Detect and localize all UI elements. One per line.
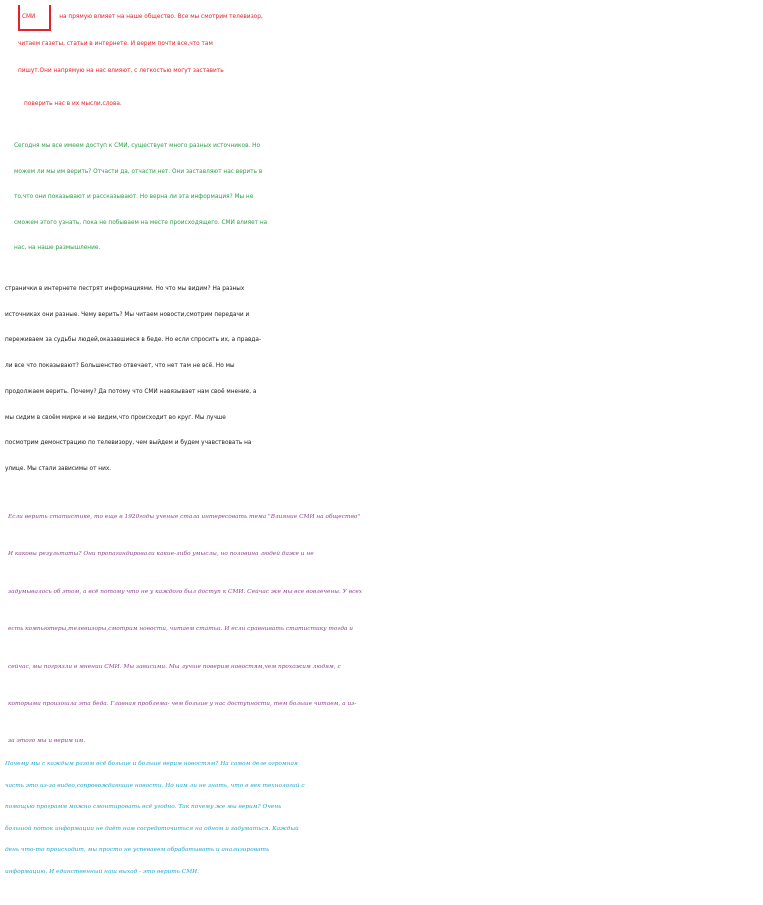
paragraph-purple-line-3: задумывалось об этом, а всё потому что не у каждого был доступ к СМИ. Сейчас же мы все вовлечены. У всех <box>8 588 363 595</box>
paragraph-black <box>5 277 763 483</box>
paragraph-red-line-2: читаем газеты, статьи в интернете. И верим почти все,что там <box>18 41 213 47</box>
paragraph-black-line-6: мы сидим в своём мирке и не видим,что происходит во круг. Мы лучше <box>5 414 226 421</box>
paragraph-purple-line-6: которыми произошла эта беда. Главная проблема- чем больше у нас доступности, тем больше читаем, а из- <box>8 701 357 708</box>
paragraph-blue-line-6: информацию. И единственный наш выход - это верить СМИ. <box>5 868 200 875</box>
paragraph-purple-line-2: И каковы результаты? Они пропагандировали какие-либо умыслы, но половина людей даже и не <box>8 551 314 558</box>
paragraph-black-line-8: улице. Мы стали зависимы от них. <box>5 465 112 472</box>
boxed-word-smi: СМИ <box>18 5 51 31</box>
paragraph-red-line-1-text: на прямую влияет на наше общество. Все мы смотрим телевизор, <box>57 14 263 20</box>
paragraph-purple-line-4: есть компьютеры,телевизоры,смотрим новости, читаем статьи. И если сравнивать статистику тогда и <box>8 626 354 633</box>
paragraph-black-line-7: посмотрим демонстрацию по телевизору, чем выйдем и будем учавствовать на <box>5 440 252 447</box>
paragraph-red-line-3: пишут.Они напрямую на нас влияют, с легкостью могут заставить <box>18 68 224 74</box>
paragraph-red <box>18 4 763 118</box>
paragraph-blue <box>5 754 763 884</box>
paragraph-blue-line-2: часть это из-за видео,сопровождающие новости. Но нам ли не знать, что в век технологий с <box>5 782 305 789</box>
paragraph-red-line-4: поверить нас в их мысли,слова. <box>24 101 122 107</box>
paragraph-purple <box>8 499 763 761</box>
paragraph-black-line-2: источниках они разные. Чему верить? Мы читаем новости,смотрим передачи и <box>5 311 250 318</box>
paragraph-green-line-5: нас, на наше размышление. <box>14 245 101 251</box>
paragraph-blue-line-1: Почему мы с каждым разом всё больше и больше верим новостям? На самом деле огромная <box>5 761 298 767</box>
paragraph-green-line-1: Сегодня мы все имеем доступ к СМИ, существует много разных источников. Но <box>14 143 261 149</box>
paragraph-black-line-3: переживаем за судьбы людей,оказавшиеся в беде. Но если спросить их, а правда- <box>5 337 262 344</box>
paragraph-green <box>14 134 763 262</box>
paragraph-purple-line-7: за этого мы и верим им. <box>8 738 86 745</box>
paragraph-black-line-1: странички в интернете пестрят информациями. Но что мы видим? На разных <box>5 286 245 292</box>
paragraph-green-line-3: то,что они показывают и рассказывают. Но верна ли эта информация? Мы не <box>14 194 254 200</box>
paragraph-blue-line-5: день что-то происходит, мы просто не успеваеем обрабатывать и анализировать <box>5 847 270 854</box>
paragraph-black-line-5: продолжаем верить. Почему? Да потому что СМИ навязывает нам своё мнение, а <box>5 388 257 395</box>
paragraph-black-line-4: ли все что показывают? Большенство отвечает, что нет там не всё. Но мы <box>5 363 235 370</box>
paragraph-green-line-2: можем ли мы им верить? Отчасти да, отчасти нет. Они заставляют нас верить в <box>14 168 263 175</box>
paragraph-red-line-1 <box>18 4 763 31</box>
paragraph-blue-line-4: большой поток информации не даёт нам сосредоточиться на одном и задуматься. Каждый <box>5 825 299 832</box>
paragraph-green-line-4: сможем этого узнать, пока не побываем на месте происходящего. СМИ влияет на <box>14 219 268 226</box>
paragraph-blue-line-3: помощью программ можно смонтировать всё угодно. Так почему же мы верим? Очень <box>5 804 282 811</box>
paragraph-purple-line-5: сейчас, мы погрязли в мнении СМИ. Мы зависими. Мы лучше поверим новостям,чем прохожим людям, с <box>8 663 341 670</box>
paragraph-purple-line-1: Если верить статистике, то еще в 1920годы ученые стала интересовать тема "Влияние СМИ на общество" <box>8 514 360 520</box>
